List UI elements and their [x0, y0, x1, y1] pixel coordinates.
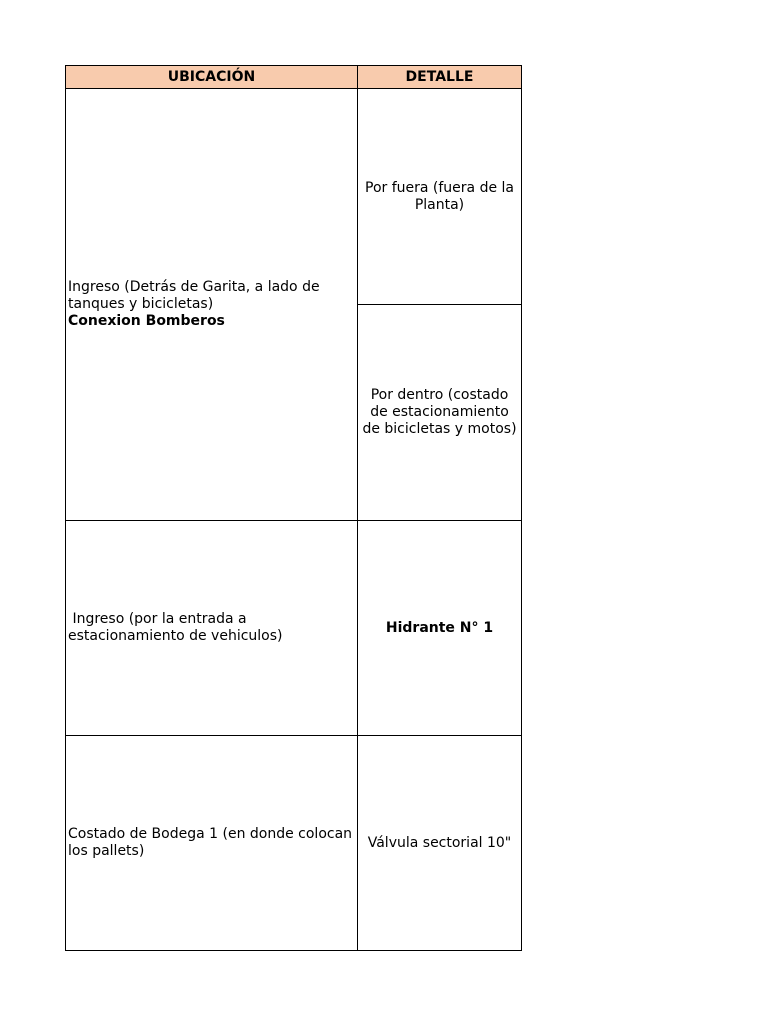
cell-ubicacion: Ingreso (por la entrada a estacionamiento de vehiculos): [66, 521, 358, 736]
cell-ubicacion: [66, 89, 358, 521]
table-row: [66, 736, 522, 951]
cell-detalle: Por fuera (fuera de la Planta): [358, 89, 522, 305]
ubicacion-bold-text: Conexion Bomberos: [68, 313, 225, 329]
cell-detalle: Por dentro (costado de estacionamiento de bicicletas y motos): [358, 305, 522, 521]
cell-ubicacion: Costado de Bodega 1 (en donde colocan los pallets): [66, 736, 358, 951]
cell-detalle: Hidrante N° 1: [358, 521, 522, 736]
table-row: [66, 89, 522, 305]
location-detail-table: [65, 65, 522, 951]
table-row: [66, 521, 522, 736]
header-row: [66, 66, 522, 89]
header-detalle: DETALLE: [358, 66, 522, 89]
ubicacion-text: Ingreso (Detrás de Garita, a lado de tanques y bicicletas): [68, 279, 320, 312]
header-ubicacion: UBICACIÓN: [66, 66, 358, 89]
cell-detalle: Válvula sectorial 10": [358, 736, 522, 951]
